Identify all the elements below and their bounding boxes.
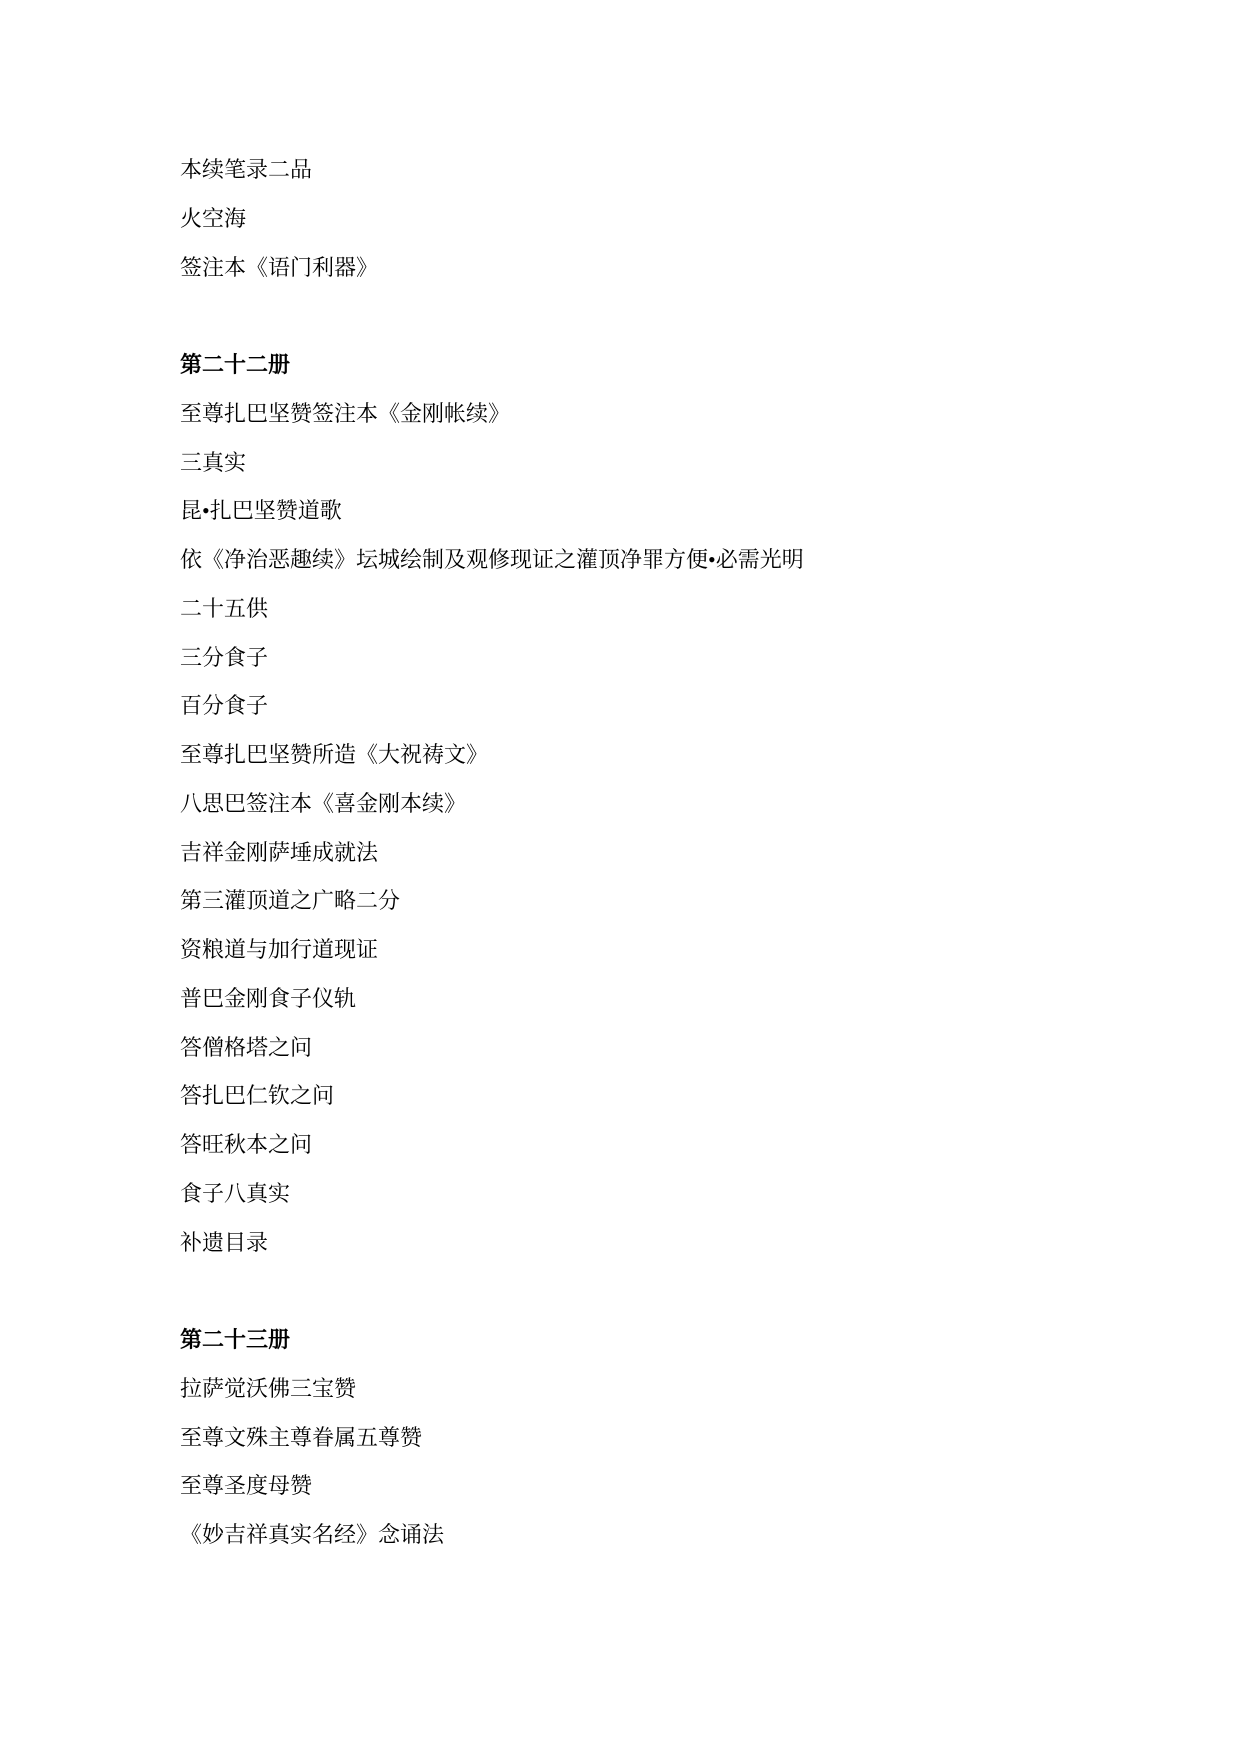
section-heading: 第二十三册 [180,1327,291,1352]
toc-item: 《妙吉祥真实名经》念诵法 [180,1522,445,1547]
section-heading: 第二十二册 [180,352,291,377]
toc-item: 八思巴签注本《喜金刚本续》 [180,790,467,816]
toc-item: 至尊圣度母赞 [180,1473,313,1499]
toc-item: 食子八真实 [180,1180,291,1206]
toc-item: 吉祥金刚萨埵成就法 [180,839,379,865]
toc-item: 昆•扎巴坚赞道歌 [180,498,342,524]
toc-item: 拉萨觉沃佛三宝赞 [180,1375,357,1401]
toc-item: 第三灌顶道之广略二分 [180,888,401,914]
toc-section [180,146,1120,292]
toc-item: 至尊扎巴坚赞签注本《金刚帐续》 [180,400,511,426]
toc-item: 百分食子 [180,693,269,719]
toc-item: 答扎巴仁钦之问 [180,1083,335,1109]
toc-item: 签注本《语门利器》 [180,254,379,280]
toc-section [180,341,1120,1267]
toc-item: 答僧格塔之问 [180,1034,313,1060]
toc-section [180,1316,1120,1560]
toc-item: 火空海 [180,205,247,231]
toc-item: 依《净治恶趣续》坛城绘制及观修现证之灌顶净罪方便•必需光明 [180,547,804,572]
toc-item: 二十五供 [180,595,269,621]
table-of-contents [180,146,1120,1560]
toc-item: 至尊扎巴坚赞所造《大祝祷文》 [180,742,489,767]
toc-item: 普巴金刚食子仪轨 [180,985,357,1011]
toc-item: 三分食子 [180,644,269,670]
toc-item: 至尊文殊主尊眷属五尊赞 [180,1424,423,1450]
toc-item: 三真实 [180,449,247,475]
toc-item: 资粮道与加行道现证 [180,937,379,962]
toc-item: 补遗目录 [180,1229,269,1255]
toc-item: 答旺秋本之问 [180,1132,313,1157]
toc-item: 本续笔录二品 [180,157,313,182]
